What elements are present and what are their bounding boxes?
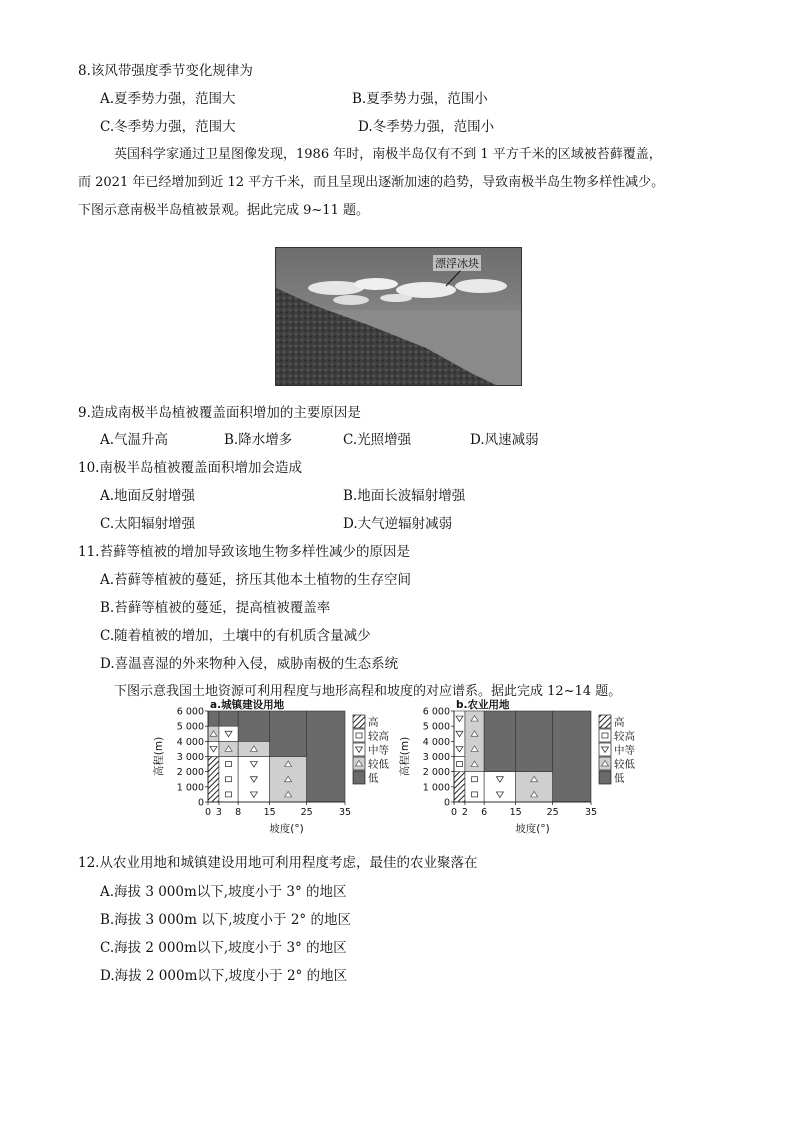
y-tick-label: 4 000 [422, 736, 450, 748]
y-tick-label: 1 000 [176, 782, 204, 794]
x-tick-label: 0 [204, 807, 212, 818]
x-tick-label: 3 [215, 807, 222, 818]
q8-option-a: A.夏季势力强，范围大 [100, 91, 236, 107]
x-tick-label: 6 [481, 807, 488, 818]
passage1-line3: 下图示意南极半岛植被景观。据此完成 9~11 题。 [78, 203, 369, 218]
y-tick-label: 6 000 [176, 706, 204, 718]
chart-urban-land [150, 699, 400, 843]
chart-title: b.农业用地 [456, 699, 510, 711]
legend-label: 低 [614, 772, 625, 785]
q11-option-c: C.随着植被的增加，土壤中的有机质含量减少 [100, 628, 371, 644]
antarctic-vegetation-photo [275, 247, 522, 386]
x-tick-label: 8 [235, 807, 242, 818]
q8-option-d: D.冬季势力强，范围小 [358, 119, 495, 135]
q11-option-a: A.苔藓等植被的蔓延，挤压其他本土植物的生存空间 [100, 572, 412, 588]
q11-stem: 11.苔藓等植被的增加导致该地生物多样性减少的原因是 [78, 544, 410, 560]
heatmap-cell [465, 772, 484, 802]
q10-option-d: D.大气逆辐射减弱 [343, 516, 453, 532]
y-tick-label: 2 000 [422, 767, 450, 779]
q12-option-b: B.海拔 3 000m 以下,坡度小于 2° 的地区 [100, 912, 351, 928]
legend-label: 较高 [368, 730, 389, 743]
x-tick-label: 35 [584, 807, 598, 818]
passage1-line1: 英国科学家通过卫星图像发现，1986 年时，南极半岛仅有不到 1 平方千米的区域被苔藓覆盖， [114, 147, 662, 162]
legend-swatch [599, 715, 611, 728]
q9-option-d: D.风速减弱 [470, 432, 539, 448]
x-tick-label: 0 [450, 807, 458, 818]
q9-option-a: A.气温升高 [100, 432, 169, 448]
q8-option-b: B.夏季势力强，范围小 [352, 91, 488, 107]
q12-option-d: D.海拔 2 000m以下,坡度小于 2° 的地区 [100, 968, 348, 984]
heatmap-cell [238, 711, 270, 741]
q12-option-c: C.海拔 2 000m以下,坡度小于 3° 的地区 [100, 940, 347, 956]
y-tick-label: 5 000 [422, 721, 450, 733]
q11-option-b: B.苔藓等植被的蔓延，提高植被覆盖率 [100, 600, 331, 616]
y-tick-label: 3 000 [422, 752, 450, 763]
heatmap-cell [307, 711, 345, 802]
cell-marker [456, 762, 462, 767]
heatmap-cell [208, 711, 219, 726]
passage1-line2: 而 2021 年已经增加到近 12 平方千米，而且呈现出逐渐加速的趋势，导致南极半岛生物多样性减少。 [78, 175, 665, 190]
cell-marker [472, 792, 478, 797]
heatmap-cell [553, 711, 591, 802]
legend-label: 低 [368, 772, 379, 785]
y-tick-label: 0 [197, 797, 204, 809]
heatmap-cell [454, 772, 465, 802]
legend-label: 高 [614, 716, 625, 729]
legend-swatch [599, 771, 611, 784]
x-tick-label: 2 [461, 807, 468, 818]
legend-swatch [353, 715, 365, 728]
legend-label: 较高 [614, 730, 635, 743]
legend-label: 中等 [614, 744, 635, 757]
heatmap-cell [270, 711, 307, 757]
legend-label: 高 [368, 716, 379, 729]
cell-marker [226, 792, 232, 797]
legend-label: 较低 [368, 758, 389, 771]
x-axis-label: 坡度(°) [515, 823, 550, 835]
q10-option-a: A.地面反射增强 [100, 488, 196, 504]
floating-ice-label: 漂浮冰块 [435, 257, 479, 270]
x-tick-label: 25 [546, 807, 559, 818]
q9-option-c: C.光照增强 [343, 432, 412, 448]
y-tick-label: 0 [443, 797, 450, 809]
x-tick-label: 25 [300, 807, 313, 818]
q11-option-d: D.喜温喜湿的外来物种入侵，威胁南极的生态系统 [100, 656, 399, 672]
q8-stem: 8.该风带强度季节变化规律为 [78, 63, 253, 79]
x-tick-label: 15 [509, 807, 522, 818]
cell-marker [226, 762, 232, 767]
legend-swatch [353, 771, 365, 784]
cell-marker [472, 777, 478, 782]
q10-stem: 10.南极半岛植被覆盖面积增加会造成 [78, 460, 302, 476]
q12-option-a: A.海拔 3 000m以下,坡度小于 3° 的地区 [100, 884, 347, 900]
q10-option-b: B.地面长波辐射增强 [343, 488, 466, 504]
cell-marker [226, 777, 232, 782]
heatmap-cell [219, 711, 238, 726]
x-tick-label: 35 [338, 807, 352, 818]
heatmap-cell [516, 711, 553, 772]
y-tick-label: 4 000 [176, 736, 204, 748]
y-tick-label: 3 000 [176, 752, 204, 763]
q8-option-c: C.冬季势力强，范围大 [100, 119, 236, 135]
legend-label: 中等 [368, 744, 389, 757]
x-tick-label: 15 [263, 807, 276, 818]
q9-option-b: B.降水增多 [224, 432, 293, 448]
legend-label: 较低 [614, 758, 635, 771]
y-tick-label: 2 000 [176, 767, 204, 779]
heatmap-cell [208, 757, 219, 803]
q9-stem: 9.造成南极半岛植被覆盖面积增加的主要原因是 [78, 405, 361, 421]
passage2-line: 下图示意我国土地资源可利用程度与地形高程和坡度的对应谱系。据此完成 12~14 题。 [114, 684, 622, 699]
x-axis-label: 坡度(°) [269, 823, 304, 835]
y-axis-label: 高程(m) [399, 736, 411, 777]
q12-stem: 12.从农业用地和城镇建设用地可利用程度考虑，最佳的农业聚落在 [78, 855, 478, 871]
chart-title: a.城镇建设用地 [210, 699, 285, 711]
y-tick-label: 1 000 [422, 782, 450, 794]
q10-option-c: C.太阳辐射增强 [100, 516, 196, 532]
y-tick-label: 6 000 [422, 706, 450, 718]
chart-agricultural-land [396, 699, 646, 843]
y-tick-label: 5 000 [176, 721, 204, 733]
y-axis-label: 高程(m) [153, 736, 165, 777]
heatmap-cell [484, 711, 516, 772]
